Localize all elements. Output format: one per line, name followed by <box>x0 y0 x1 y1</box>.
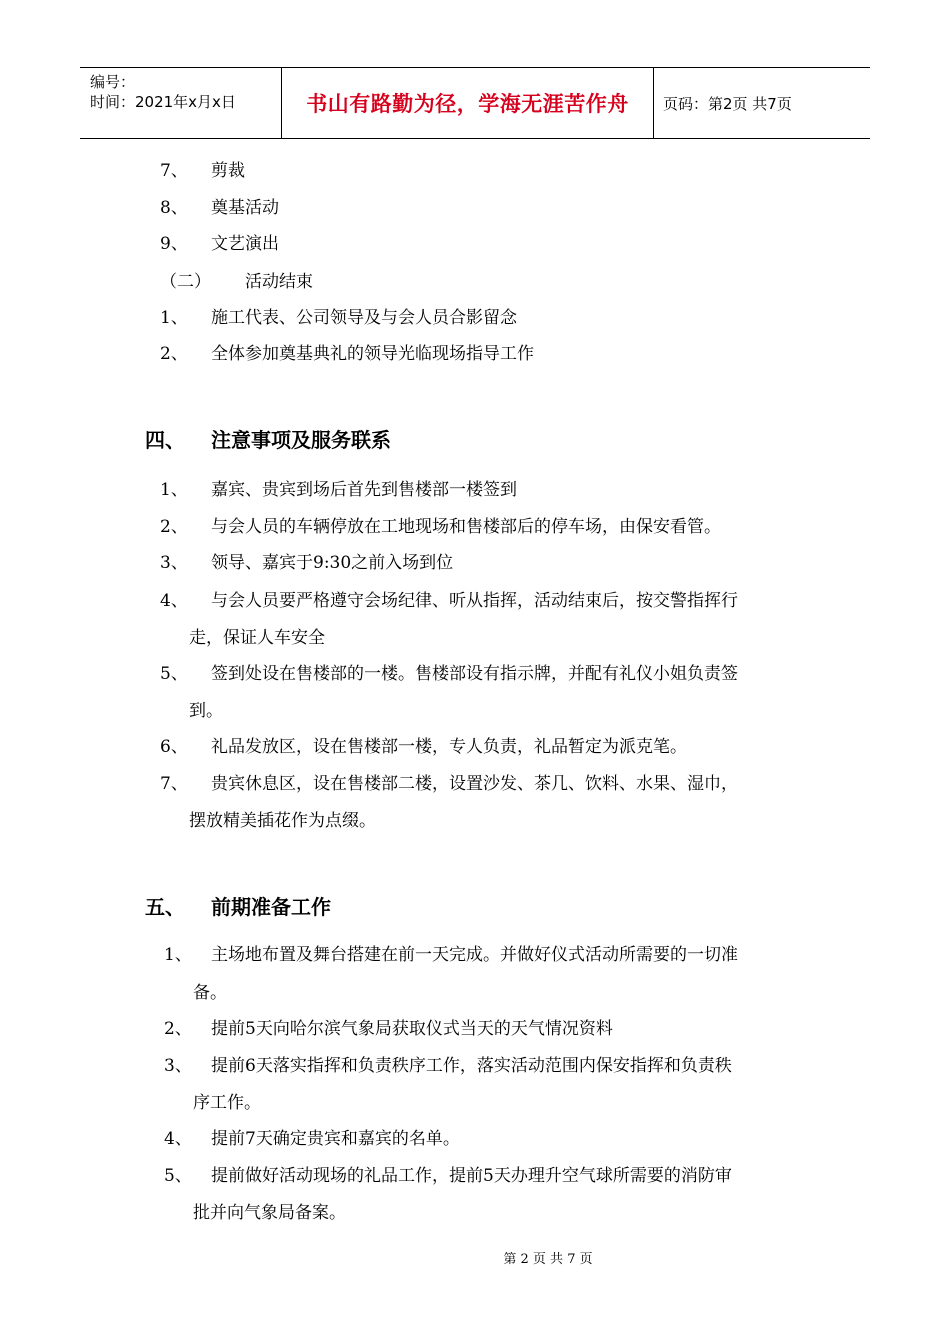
page-label: 页码：第2页 共7页 <box>663 94 792 113</box>
header-meta-cell <box>80 68 282 138</box>
page-header <box>80 67 870 139</box>
page-footer: 第 2 页 共 7 页 <box>503 1252 593 1267</box>
header-page-cell <box>654 68 870 138</box>
header-motto: 书山有路勤为径，学海无涯苦作舟 <box>306 92 629 116</box>
header-motto-cell <box>282 68 654 138</box>
serial-label: 编号： <box>90 73 136 91</box>
time-label: 时间：2021年x月x日 <box>90 93 236 111</box>
